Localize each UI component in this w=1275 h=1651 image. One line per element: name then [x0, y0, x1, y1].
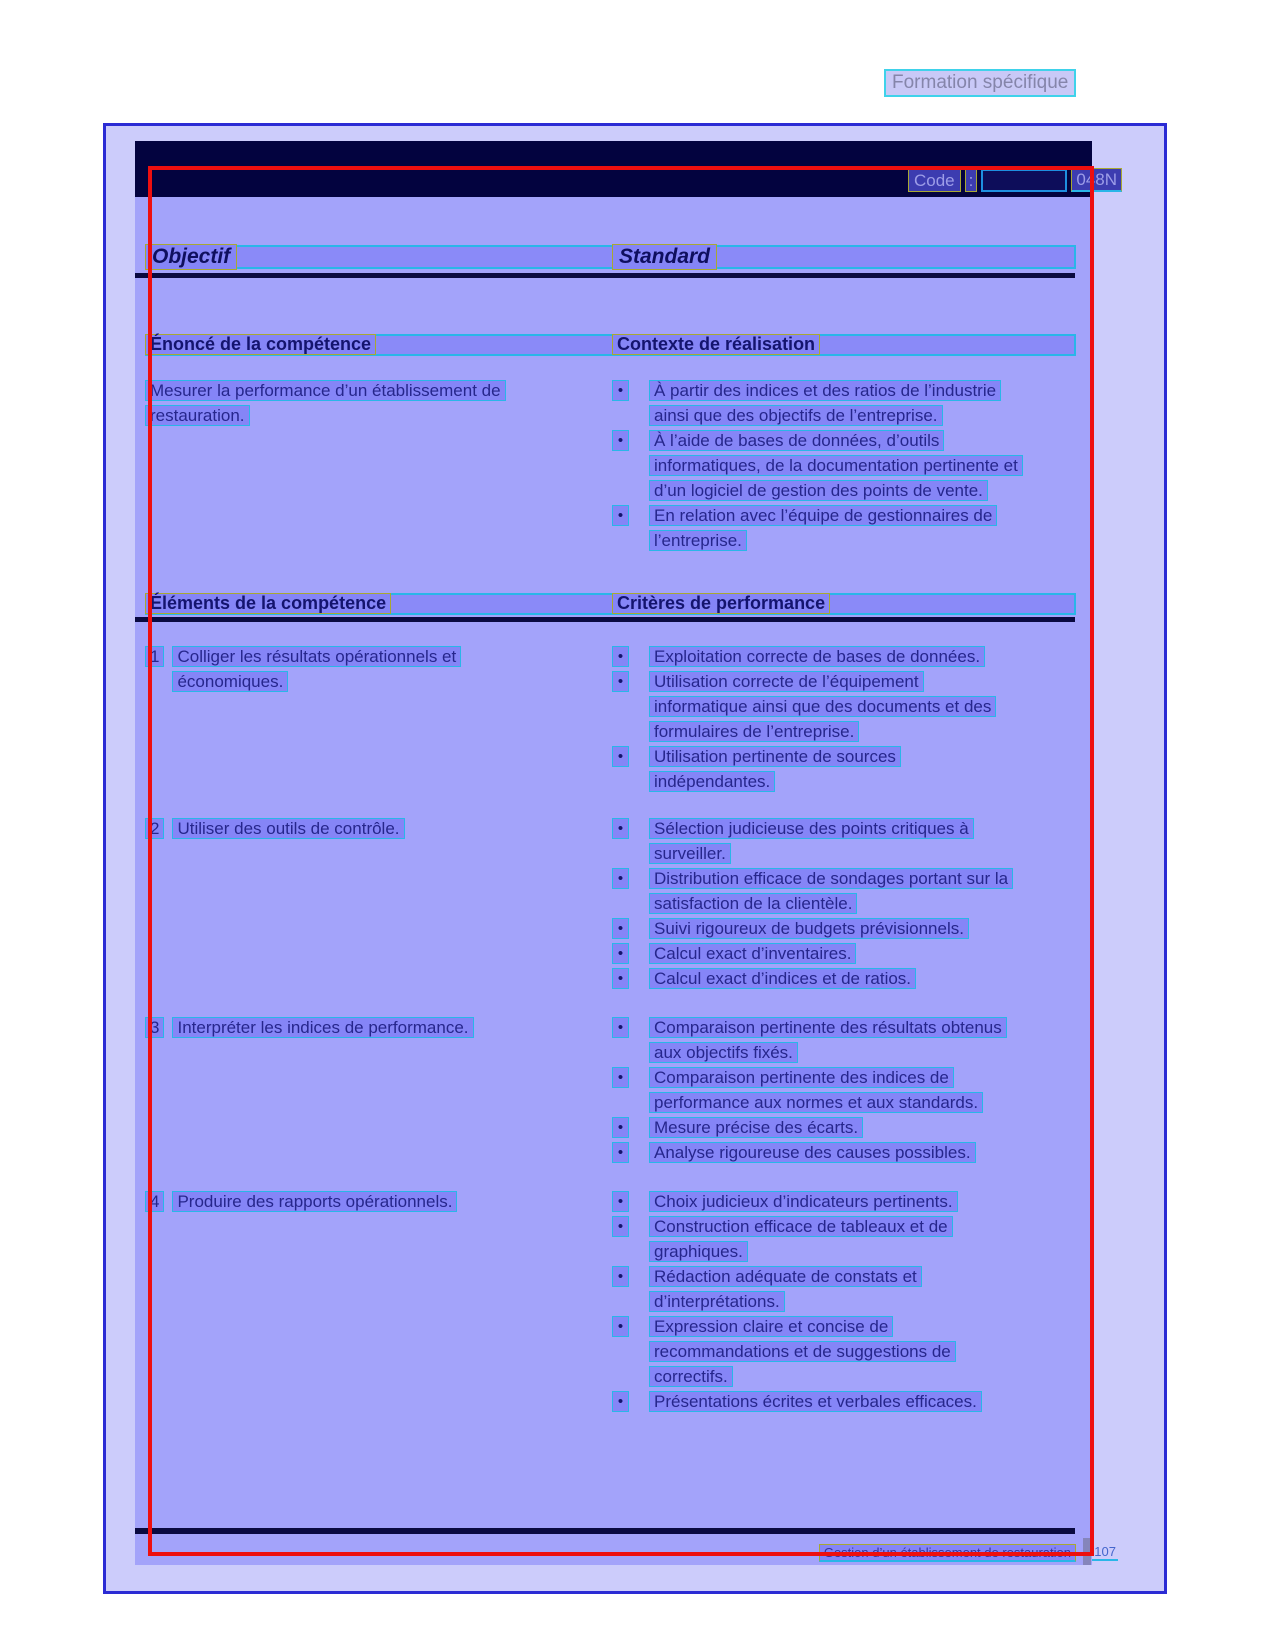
bullet-text — [649, 1017, 1007, 1067]
bullet-text — [649, 1067, 983, 1117]
code-value: 048N — [1071, 168, 1122, 192]
text-line: formulaires de l’entreprise. — [649, 721, 859, 742]
bullet-icon: • — [612, 1391, 629, 1412]
bullet-item — [612, 918, 1092, 943]
text-line: Expression claire et concise de — [649, 1316, 893, 1337]
text-line: Interpréter les indices de performance. — [172, 1017, 473, 1038]
bullet-icon: • — [612, 1067, 629, 1088]
bullet-item — [612, 1017, 1092, 1067]
bullet-text — [649, 943, 856, 968]
bullet-icon: • — [612, 646, 629, 667]
text-line: À l’aide de bases de données, d’outils — [649, 430, 944, 451]
objectif-heading: Objectif — [145, 244, 237, 270]
text-line: Sélection judicieuse des points critiques à — [649, 818, 974, 839]
bullet-item — [612, 1191, 1092, 1216]
text-line: Mesurer la performance d’un établissement de — [145, 380, 506, 401]
bullet-item — [612, 646, 1092, 671]
text-line: Analyse rigoureuse des causes possibles. — [649, 1142, 976, 1163]
text-line: ainsi que des objectifs de l’entreprise. — [649, 405, 943, 426]
bullet-text — [649, 1266, 922, 1316]
bullet-item — [612, 1391, 1092, 1416]
text-line: Exploitation correcte de bases de données. — [649, 646, 985, 667]
text-line: Rédaction adéquate de constats et — [649, 1266, 922, 1287]
bullet-text — [649, 746, 901, 796]
bullet-icon: • — [612, 1117, 629, 1138]
text-line: recommandations et de suggestions de — [649, 1341, 956, 1362]
bullet-item — [612, 1266, 1092, 1316]
competence-row-3 — [135, 1017, 1092, 1167]
text-line: Colliger les résultats opérationnels et — [172, 646, 461, 667]
text-line: Comparaison pertinente des indices de — [649, 1067, 954, 1088]
bullet-text — [649, 430, 1023, 505]
bullet-text — [649, 671, 996, 746]
bullet-icon: • — [612, 1191, 629, 1212]
text-line: informatiques, de la documentation pertinente et — [649, 455, 1023, 476]
bullet-icon: • — [612, 1142, 629, 1163]
standard-heading: Standard — [612, 244, 717, 270]
bullet-item — [612, 430, 1092, 505]
bullet-item — [612, 818, 1092, 868]
text-line: Choix judicieux d’indicateurs pertinents. — [649, 1191, 958, 1212]
header-bar — [135, 141, 1117, 197]
bullet-text — [649, 1117, 863, 1142]
footer — [135, 1542, 1116, 1570]
element-statement — [172, 1017, 473, 1042]
bullet-item — [612, 968, 1092, 993]
bullet-text — [649, 868, 1013, 918]
criteres-heading: Critères de performance — [612, 593, 830, 614]
competence-row-2 — [135, 818, 1092, 993]
bullet-icon: • — [612, 746, 629, 767]
bullet-item — [612, 1316, 1092, 1391]
text-line: Distribution efficace de sondages portant sur la — [649, 868, 1013, 889]
text-line: d’interprétations. — [649, 1291, 785, 1312]
bullet-icon: • — [612, 868, 629, 889]
bullet-text — [649, 918, 969, 943]
bullet-item — [612, 1067, 1092, 1117]
text-line: informatique ainsi que des documents et des — [649, 696, 996, 717]
text-line: Utilisation correcte de l’équipement — [649, 671, 924, 692]
text-line: d’un logiciel de gestion des points de vente. — [649, 480, 988, 501]
element-statement — [172, 1191, 457, 1216]
contexte-heading: Contexte de réalisation — [612, 334, 820, 355]
text-line: Suivi rigoureux de budgets prévisionnels. — [649, 918, 969, 939]
bullet-item — [612, 380, 1092, 430]
bullet-text — [649, 968, 916, 993]
bullet-icon: • — [612, 968, 629, 989]
element-statement — [172, 646, 461, 696]
bullet-icon: • — [612, 1316, 629, 1337]
competence-row-1 — [135, 646, 1092, 796]
bullet-item — [612, 505, 1092, 555]
enonce-contexte-row — [135, 334, 1092, 356]
bullet-item — [612, 671, 1092, 746]
text-line: aux objectifs fixés. — [649, 1042, 798, 1063]
text-line: restauration. — [145, 405, 250, 426]
text-line: économiques. — [172, 671, 288, 692]
text-line: Utilisation pertinente de sources — [649, 746, 901, 767]
document-page — [135, 141, 1117, 1565]
text-line: Mesure précise des écarts. — [649, 1117, 863, 1138]
bullet-text — [649, 818, 974, 868]
row-number: 3 — [145, 1017, 164, 1038]
bullet-item — [612, 1117, 1092, 1142]
competence-statement — [145, 380, 612, 555]
code-separator: : — [965, 169, 978, 192]
text-line: graphiques. — [649, 1241, 748, 1262]
bullet-text — [649, 1142, 976, 1167]
enonce-heading: Énoncé de la compétence — [145, 334, 376, 355]
code-field — [981, 169, 1067, 192]
bullet-item — [612, 868, 1092, 918]
elements-criteres-row — [135, 593, 1092, 615]
divider-rule-top — [135, 273, 1075, 278]
code-group — [908, 168, 1122, 192]
bullet-icon: • — [612, 818, 629, 839]
row-number: 1 — [145, 646, 164, 667]
element-statement — [172, 818, 404, 843]
text-line: performance aux normes et aux standards. — [649, 1092, 983, 1113]
row-number: 2 — [145, 818, 164, 839]
bullet-icon: • — [612, 943, 629, 964]
bullet-icon: • — [612, 380, 629, 401]
bullet-icon: • — [612, 1216, 629, 1237]
formation-specifique-tag: Formation spécifique — [884, 69, 1076, 97]
text-line: correctifs. — [649, 1366, 733, 1387]
document-frame — [103, 123, 1167, 1594]
bullet-text — [649, 1216, 953, 1266]
text-line: l’entreprise. — [649, 530, 747, 551]
text-line: Produire des rapports opérationnels. — [172, 1191, 457, 1212]
bullet-item — [612, 1216, 1092, 1266]
text-line: Construction efficace de tableaux et de — [649, 1216, 953, 1237]
bullet-item — [612, 746, 1092, 796]
text-line: Comparaison pertinente des résultats obtenus — [649, 1017, 1007, 1038]
page-number: 107 — [1094, 1544, 1116, 1559]
footer-title: Gestion d’un établissement de restauration — [819, 1544, 1076, 1562]
bullet-icon: • — [612, 918, 629, 939]
competence-row-4 — [135, 1191, 1092, 1416]
elements-heading: Éléments de la compétence — [145, 593, 391, 614]
text-line: À partir des indices et des ratios de l’industrie — [649, 380, 1001, 401]
bullet-icon: • — [612, 671, 629, 692]
text-line: Calcul exact d’indices et de ratios. — [649, 968, 916, 989]
bullet-item — [612, 943, 1092, 968]
bullet-item — [612, 1142, 1092, 1167]
bullet-icon: • — [612, 1017, 629, 1038]
text-line: Utiliser des outils de contrôle. — [172, 818, 404, 839]
row-number: 4 — [145, 1191, 164, 1212]
enonce-section — [135, 380, 1092, 555]
text-line: Présentations écrites et verbales efficaces. — [649, 1391, 982, 1412]
text-line: satisfaction de la clientèle. — [649, 893, 857, 914]
code-label: Code — [908, 169, 961, 192]
bullet-icon: • — [612, 430, 629, 451]
bullet-icon: • — [612, 1266, 629, 1287]
bullet-text — [649, 1191, 958, 1216]
bullet-text — [649, 505, 997, 555]
bullet-text — [649, 1316, 956, 1391]
divider-rule-bottom — [135, 1528, 1075, 1534]
title-row — [135, 244, 1092, 270]
text-line: indépendantes. — [649, 771, 775, 792]
bullet-text — [649, 1391, 982, 1416]
footer-marker-bar — [1083, 1538, 1091, 1565]
bullet-icon: • — [612, 505, 629, 526]
bullet-text — [649, 646, 985, 671]
bullet-text — [649, 380, 1001, 430]
text-line: surveiller. — [649, 843, 731, 864]
text-line: En relation avec l’équipe de gestionnaires de — [649, 505, 997, 526]
text-line: Calcul exact d’inventaires. — [649, 943, 856, 964]
